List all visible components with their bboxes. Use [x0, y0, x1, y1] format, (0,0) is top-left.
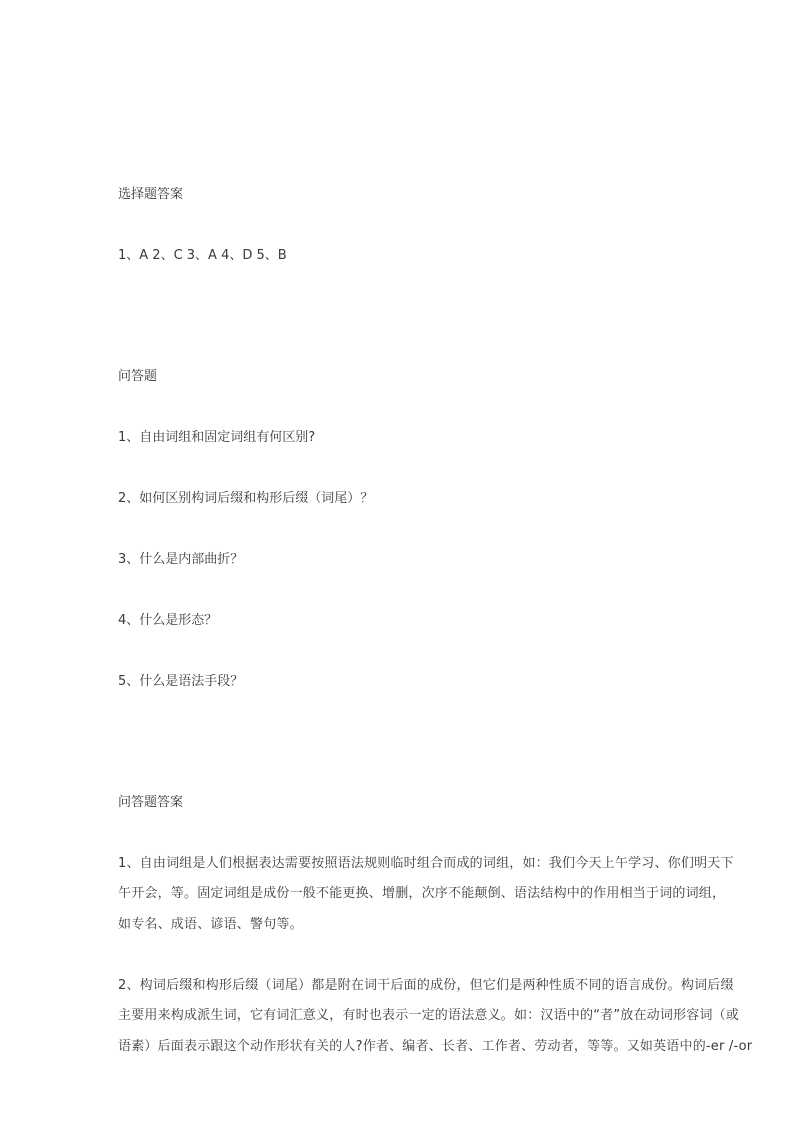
- question-4: 4、什么是形态？: [118, 613, 218, 628]
- answer-2-line-1: 2、构词后缀和构形后缀（词尾）都是附在词干后面的成份，但它们是两种性质不同的语言成份。构词后缀: [118, 978, 734, 993]
- choice-answers-line: 1、A 2、C 3、A 4、D 5、B: [118, 248, 287, 263]
- question-3: 3、什么是内部曲折？: [118, 552, 244, 567]
- answer-2-line-2: 主要用来构成派生词，它有词汇意义，有时也表示一定的语法意义。如：汉语中的“者”放在动词形容词（或: [118, 1008, 740, 1023]
- question-5: 5、什么是语法手段？: [118, 674, 244, 689]
- answer-2-line-3: 语素）后面表示跟这个动作形状有关的人?作者、编者、长者、工作者、劳动者，等等。又如英语中的-er /-or: [118, 1039, 753, 1054]
- question-2: 2、如何区别构词后缀和构形后缀（词尾）？: [118, 491, 374, 506]
- answer-1-line-1: 1、自由词组是人们根据表达需要按照语法规则临时组合而成的词组，如：我们今天上午学习、你们明天下: [118, 856, 734, 871]
- qa-heading: 问答题: [118, 369, 158, 384]
- answer-1-line-2: 午开会，等。固定词组是成份一般不能更换、增删，次序不能颠倒、语法结构中的作用相当于词的词组，: [118, 886, 726, 901]
- choice-answers-heading: 选择题答案: [118, 187, 184, 202]
- question-1: 1、自由词组和固定词组有何区别?: [118, 430, 316, 445]
- qa-answers-heading: 问答题答案: [118, 795, 184, 810]
- answer-1-line-3: 如专名、成语、谚语、警句等。: [118, 917, 303, 932]
